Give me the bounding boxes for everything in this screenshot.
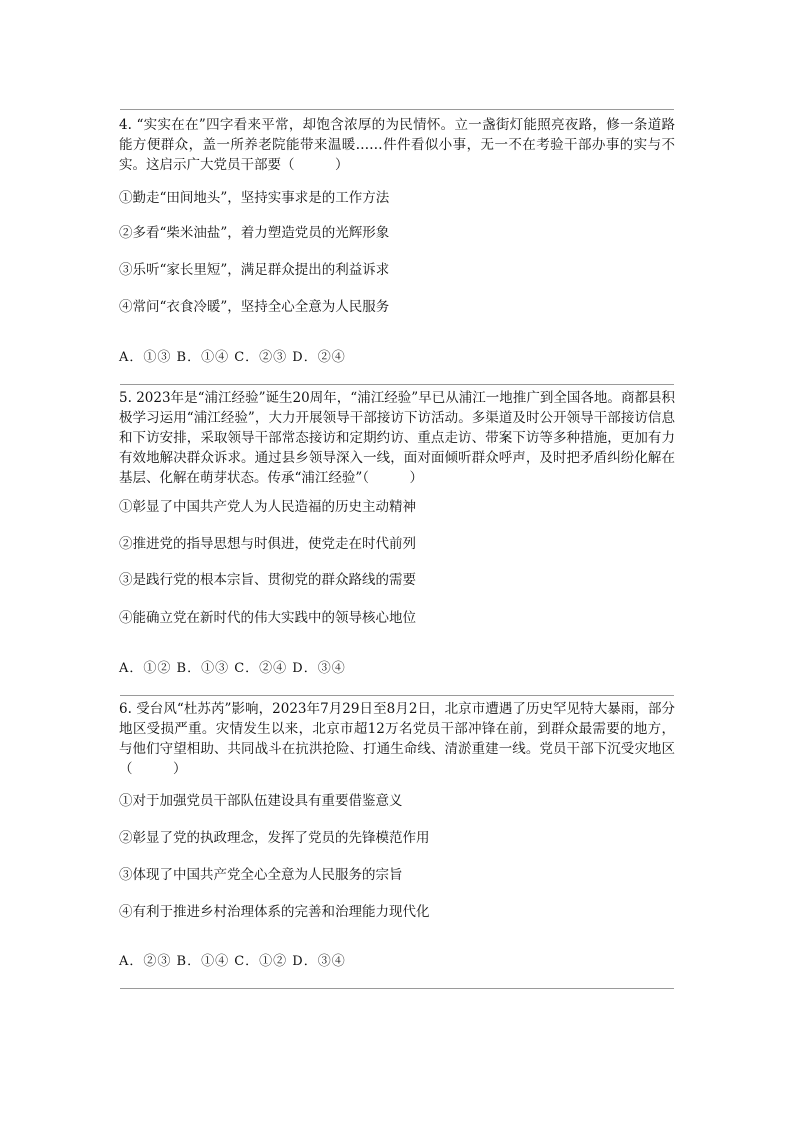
- option-4: ④有利于推进乡村治理体系的完善和治理能力现代化: [119, 904, 430, 920]
- divider-q6: [120, 695, 674, 696]
- option-1: ①对于加强党员干部队伍建设具有重要借鉴意义: [119, 793, 403, 809]
- question-stem: 5. 2023年是“浦江经验”诞生20周年，“浦江经验”早已从浦江一地推广到全国各地。商都县积极学习运用“浦江经验”，大力开展领导干部接访下访活动。多渠道及时公开领导干部接访信息和下访安排，采取领导干部常态接访和定期约访、重点走访、带案下访等多种措施，更加有力有效地解决群众诉求。通过县乡领导深入一线，面对面倾听群众呼声，及时把矛盾纠纷化解在基层、化解在萌芽状态。传承“浦江经验”（ ）: [119, 390, 675, 486]
- answer-choices: A．②③ B．①④ C．①② D．③④: [119, 954, 346, 969]
- option-2: ②推进党的指导思想与时俱进，使党走在时代前列: [119, 536, 416, 552]
- question-stem: 4. “实实在在”四字看来平常，却饱含浓厚的为民情怀。立一盏街灯能照亮夜路，修一条道路能方便群众，盖一所养老院能带来温暖……件件看似小事，无一不在考验干部办事的实与不实。这启示广大党员干部要（ ）: [119, 117, 675, 173]
- option-2: ②彰显了党的执政理念，发挥了党员的先锋模范作用: [119, 830, 430, 846]
- option-3: ③是践行党的根本宗旨、贯彻党的群众路线的需要: [119, 572, 416, 588]
- divider-bottom: [120, 988, 674, 989]
- option-1: ①彰显了中国共产党人为人民造福的历史主动精神: [119, 499, 416, 515]
- option-3: ③体现了中国共产党全心全意为人民服务的宗旨: [119, 867, 403, 883]
- divider-top: [120, 109, 674, 110]
- question-4: [119, 115, 675, 365]
- question-6: [119, 699, 675, 969]
- option-4: ④常问“衣食冷暖”，坚持全心全意为人民服务: [119, 299, 390, 315]
- option-2: ②多看“柴米油盐”，着力塑造党员的光辉形象: [119, 225, 390, 241]
- question-stem: 6. 受台风“杜苏芮”影响，2023年7月29日至8月2日，北京市遭遇了历史罕见特大暴雨，部分地区受损严重。灾情发生以来，北京市超12万名党员干部冲锋在前，到群众最需要的地方，与他们守望相助、共同战斗在抗洪抢险、打通生命线、清淤重建一线。党员干部下沉受灾地区（ ）: [119, 701, 675, 777]
- divider-q5: [120, 384, 674, 385]
- question-5: [119, 388, 675, 676]
- option-4: ④能确立党在新时代的伟大实践中的领导核心地位: [119, 610, 416, 626]
- answer-choices: A．①② B．①③ C．②④ D．③④: [119, 661, 346, 676]
- option-1: ①勤走“田间地头”，坚持实事求是的工作方法: [119, 190, 390, 206]
- option-3: ③乐听“家长里短”，满足群众提出的利益诉求: [119, 262, 390, 278]
- answer-choices: A．①③ B．①④ C．②③ D．②④: [119, 350, 346, 365]
